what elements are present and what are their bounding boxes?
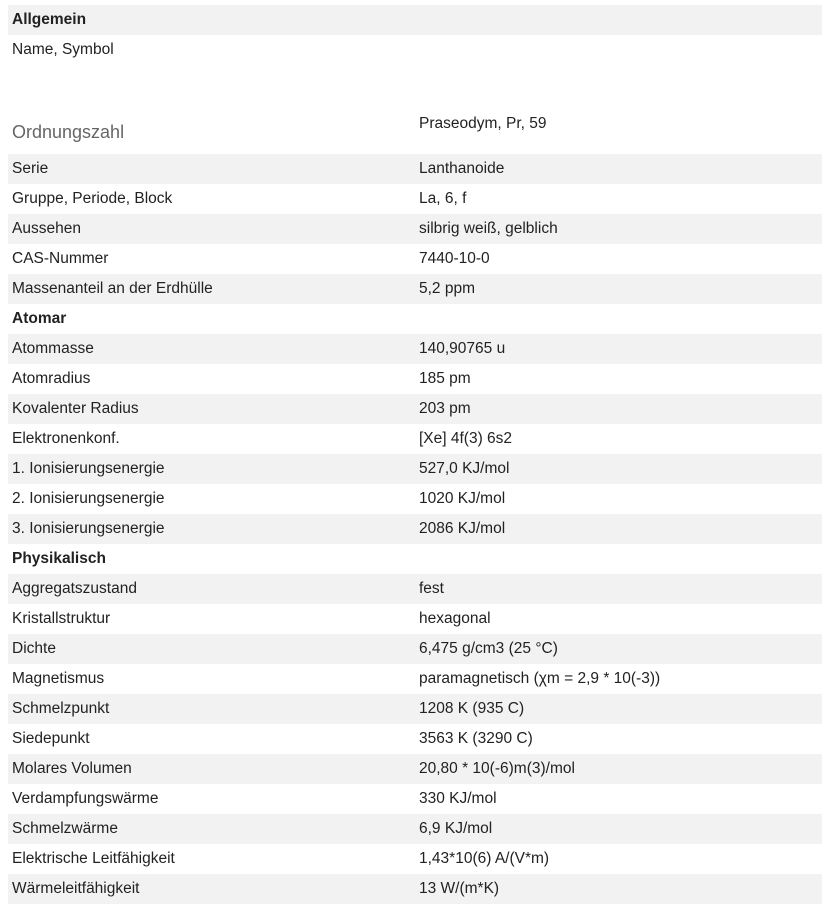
table-row	[8, 154, 822, 184]
row-value: Praseodym, Pr, 59	[419, 115, 547, 132]
row-value: fest	[415, 574, 822, 604]
row-value: 6,9 KJ/mol	[415, 814, 822, 844]
table-row	[8, 184, 822, 214]
row-value: silbrig weiß, gelblich	[415, 214, 822, 244]
row-label: Dichte	[8, 634, 412, 664]
table-row	[8, 574, 822, 604]
row-label: 3. Ionisierungsenergie	[8, 514, 412, 544]
row-label: Elektrische Leitfähigkeit	[12, 850, 175, 867]
table-row	[8, 364, 822, 394]
table-row	[8, 484, 822, 514]
row-value: 3563 K (3290 C)	[419, 730, 533, 747]
row-value: 13 W/(m*K)	[415, 874, 822, 904]
table-row	[8, 634, 822, 664]
row-label: Aggregatszustand	[8, 574, 412, 604]
row-label: Elektronenkonf.	[12, 430, 120, 447]
row-label: Massenanteil an der Erdhülle	[8, 274, 412, 304]
row-value: 2086 KJ/mol	[415, 514, 822, 544]
row-value: paramagnetisch (χm = 2,9 * 10(-3))	[419, 670, 661, 687]
row-value: 5,2 ppm	[415, 274, 822, 304]
row-value: 20,80 * 10(-6)m(3)/mol	[415, 754, 822, 784]
table-row	[8, 754, 822, 784]
row-value: 7440-10-0	[419, 250, 490, 267]
table-row	[8, 844, 822, 874]
row-label: Molares Volumen	[8, 754, 412, 784]
table-row	[8, 334, 822, 364]
row-value: 1020 KJ/mol	[419, 490, 506, 507]
section-header-allgemein	[8, 5, 822, 35]
table-row	[8, 244, 822, 274]
row-label: Wärmeleitfähigkeit	[8, 874, 412, 904]
row-value: 1208 K (935 C)	[415, 694, 822, 724]
row-value: [Xe] 4f(3) 6s2	[419, 430, 513, 447]
section-header-physikalisch	[8, 544, 822, 574]
row-value: 185 pm	[419, 370, 471, 387]
row-label: Kovalenter Radius	[8, 394, 412, 424]
row-label: Aussehen	[8, 214, 412, 244]
row-value: La, 6, f	[419, 190, 467, 207]
table-row	[8, 694, 822, 724]
row-label: 1. Ionisierungsenergie	[8, 454, 412, 484]
row-value: 6,475 g/cm3 (25 °C)	[415, 634, 822, 664]
section-title: Physikalisch	[12, 550, 106, 567]
section-title: Allgemein	[8, 5, 822, 35]
table-row	[8, 274, 822, 304]
section-header-atomar	[8, 304, 822, 334]
row-value: 330 KJ/mol	[419, 790, 497, 807]
table-row	[8, 514, 822, 544]
table-row	[8, 784, 822, 814]
row-label: Schmelzwärme	[8, 814, 412, 844]
row-value: 203 pm	[415, 394, 822, 424]
section-title: Atomar	[12, 310, 67, 327]
row-label: 2. Ionisierungsenergie	[12, 490, 165, 507]
table-row	[8, 724, 822, 754]
row-label: Gruppe, Periode, Block	[12, 190, 173, 207]
row-value: 1,43*10(6) A/(V*m)	[419, 850, 550, 867]
row-label: Magnetismus	[12, 670, 105, 687]
row-label: Serie	[8, 154, 412, 184]
table-row	[8, 814, 822, 844]
table-row	[8, 424, 822, 454]
table-row	[8, 604, 822, 634]
row-label: Verdampfungswärme	[12, 790, 159, 807]
table-row	[8, 454, 822, 484]
row-label: Siedepunkt	[12, 730, 90, 747]
name-symbol-row	[8, 35, 822, 154]
row-label: Schmelzpunkt	[8, 694, 412, 724]
row-value: 140,90765 u	[415, 334, 822, 364]
element-properties-table	[8, 5, 822, 904]
table-row	[8, 394, 822, 424]
row-label: Kristallstruktur	[12, 610, 111, 627]
row-value: Lanthanoide	[415, 154, 822, 184]
row-label: Atommasse	[8, 334, 412, 364]
row-value: hexagonal	[419, 610, 491, 627]
row-label: Atomradius	[12, 370, 91, 387]
table-row	[8, 664, 822, 694]
row-sublabel: Ordnungszahl	[12, 122, 125, 142]
table-row	[8, 874, 822, 904]
row-label: Name, Symbol	[12, 41, 114, 58]
row-value: 527,0 KJ/mol	[415, 454, 822, 484]
table-row	[8, 214, 822, 244]
row-label: CAS-Nummer	[12, 250, 109, 267]
